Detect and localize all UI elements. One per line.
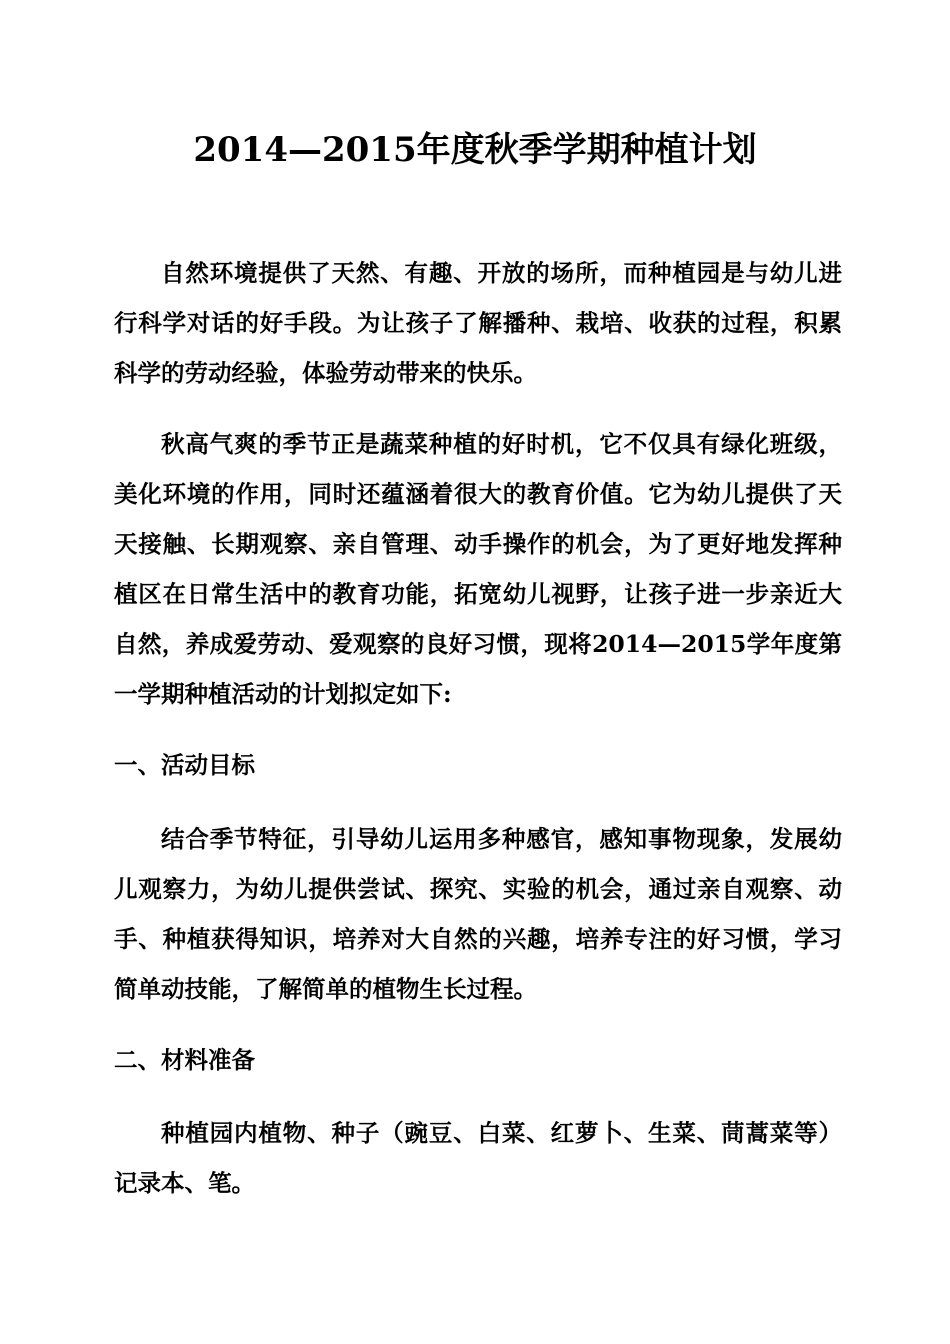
- intro-paragraph-2: 秋高气爽的季节正是蔬菜种植的好时机，它不仅具有绿化班级，美化环境的作用，同时还蕴涵着很大的教育价值。它为幼儿提供了天天接触、长期观察、亲自管理、动手操作的机会，为了更好地发挥种植区在日常生活中的教育功能，拓宽幼儿视野，让孩子进一步亲近大自然，养成爱劳动、爱观察的良好习惯，现将2014—2015学年度第一学期种植活动的计划拟定如下:: [114, 430, 842, 708]
- section-heading-goals: 一、活动目标: [114, 751, 255, 779]
- materials-paragraph: 种植园内植物、种子（豌豆、白菜、红萝卜、生菜、茼蒿菜等）记录本、笔。: [114, 1119, 842, 1197]
- document-title: 2014—2015年度秋季学期种植计划: [193, 130, 757, 170]
- section-heading-materials: 二、材料准备: [114, 1046, 255, 1074]
- intro-paragraph-1: 自然环境提供了天然、有趣、开放的场所，而种植园是与幼儿进行科学对话的好手段。为让孩子了解播种、栽培、收获的过程，积累科学的劳动经验，体验劳动带来的快乐。: [114, 259, 842, 387]
- goals-paragraph: 结合季节特征，引导幼儿运用多种感官，感知事物现象，发展幼儿观察力，为幼儿提供尝试、探究、实验的机会，通过亲自观察、动手、种植获得知识，培养对大自然的兴趣，培养专注的好习惯，学习简单动技能，了解简单的植物生长过程。: [114, 825, 842, 1003]
